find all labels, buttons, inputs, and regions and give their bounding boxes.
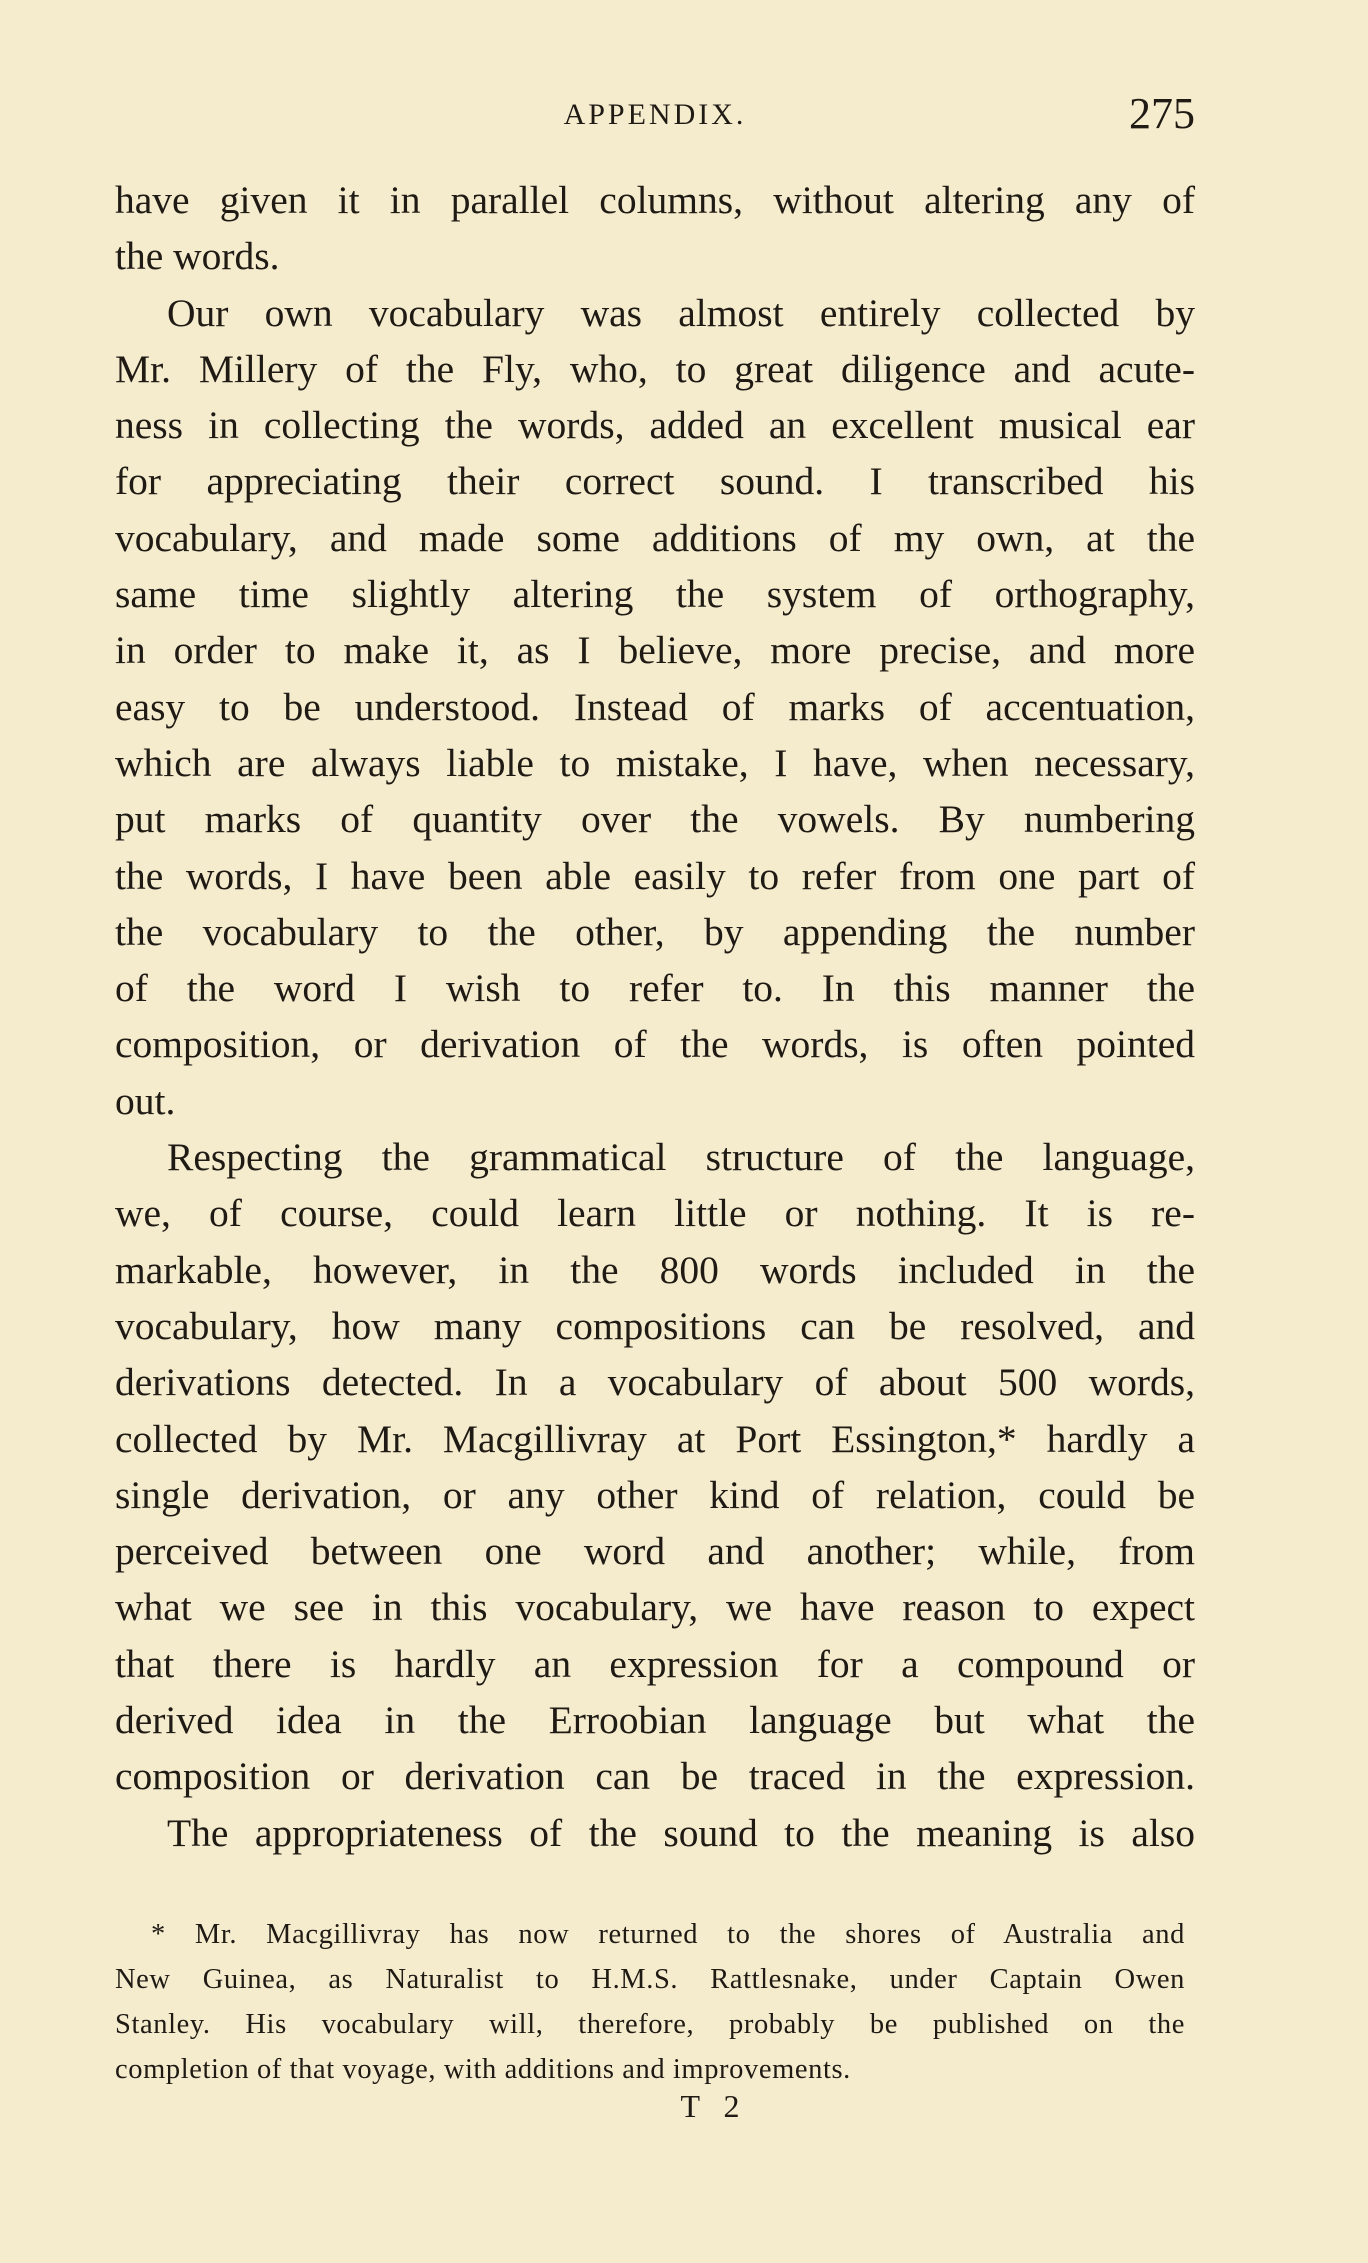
footnote-line: Stanley. His vocabulary will, therefore, probably be published on the [115,2009,1185,2040]
text-line: Respecting the grammatical structure of the language, [167,1135,1195,1180]
text-line: in order to make it, as I believe, more precise, and more [115,628,1195,673]
footnote-line: New Guinea, as Naturalist to H.M.S. Rattlesnake, under Captain Owen [115,1964,1185,1995]
body-text [115,172,1195,1861]
text-line: Mr. Millery of the Fly, who, to great diligence and acute- [115,346,1195,391]
text-line: out. [115,1078,176,1123]
text-line: we, of course, could learn little or nothing. It is re- [115,1191,1195,1236]
text-line: what we see in this vocabulary, we have reason to expect [115,1585,1195,1630]
text-line: have given it in parallel columns, without altering any of [115,178,1195,222]
text-line: single derivation, or any other kind of relation, could be [115,1472,1195,1517]
text-line: vocabulary, how many compositions can be resolved, and [115,1303,1195,1348]
text-line: composition or derivation can be traced in the expression. [115,1754,1195,1799]
text-line: the words, I have been able easily to refer from one part of [115,853,1195,898]
text-line: that there is hardly an expression for a compound or [115,1641,1195,1686]
text-line: markable, however, in the 800 words included in the [115,1247,1195,1292]
footnote [115,1912,1185,2092]
text-line: of the word I wish to refer to. In this manner the [115,966,1195,1011]
text-line: collected by Mr. Macgillivray at Port Essington,* hardly a [115,1416,1195,1461]
text-line: derivations detected. In a vocabulary of about 500 words, [115,1360,1195,1405]
running-head [115,88,1195,148]
page-number: 275 [1129,89,1195,138]
text-line: same time slightly altering the system of orthography, [115,572,1195,617]
running-title: APPENDIX. [563,98,747,131]
text-line: for appreciating their correct sound. I transcribed his [115,459,1195,504]
text-line: perceived between one word and another; while, from [115,1529,1195,1574]
text-line: Our own vocabulary was almost entirely collected by [167,290,1195,335]
text-line: derived idea in the Erroobian language but what the [115,1698,1195,1743]
footnote-line: * Mr. Macgillivray has now returned to the shores of Australia and [151,1919,1185,1950]
text-line: easy to be understood. Instead of marks of accentuation, [115,684,1195,729]
footnote-line: completion of that voyage, with additions and improvements. [115,2054,851,2085]
text-line: vocabulary, and made some additions of my own, at the [115,515,1195,560]
text-line: which are always liable to mistake, I have, when necessary, [115,740,1195,785]
text-line: composition, or derivation of the words, is often pointed [115,1022,1195,1067]
text-line: the words. [115,234,280,279]
text-line: the vocabulary to the other, by appending the number [115,909,1195,954]
signature-mark: T 2 [680,2088,748,2124]
text-line: put marks of quantity over the vowels. By numbering [115,797,1195,842]
text-line: The appropriateness of the sound to the meaning is also [167,1810,1195,1855]
text-line: ness in collecting the words, added an excellent musical ear [115,403,1195,448]
